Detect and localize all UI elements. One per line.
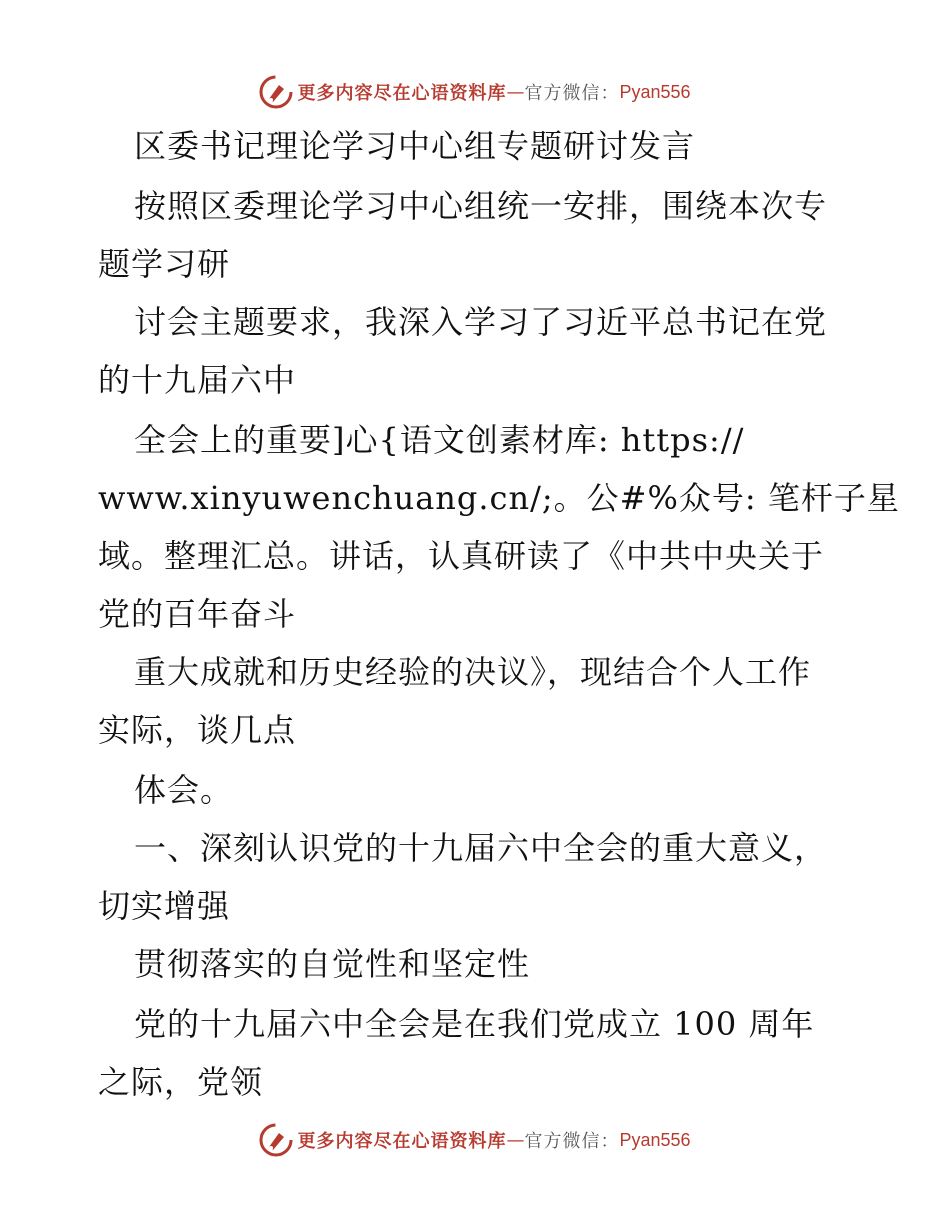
watermark-wechat-id: Pyan556 [619, 81, 691, 102]
watermark-brand: 更多内容尽在心语资料库 [297, 1131, 507, 1152]
watermark-header [0, 72, 950, 112]
text-line: 域。整理汇总。讲话，认真研读了《中共中央关于 [98, 537, 825, 575]
document-title: 区委书记理论学习中心组专题研讨发言 [134, 127, 696, 165]
section-heading-cont: 切实增强 [98, 887, 231, 925]
watermark-wechat-label: 官方微信： [524, 1131, 620, 1152]
watermark-wechat-label: 官方微信： [524, 83, 620, 104]
text-line: www.xinyuwenchuang.cn/;。公#%众号: 笔杆子星 [98, 479, 900, 517]
watermark-brand: 更多内容尽在心语资料库 [297, 83, 507, 104]
section-heading-cont: 贯彻落实的自觉性和坚定性 [134, 945, 531, 983]
section-heading: 一、深刻认识党的十九届六中全会的重大意义， [134, 829, 828, 867]
pen-nib-logo-icon [259, 1123, 293, 1157]
text-line: 实际，谈几点 [98, 711, 297, 749]
text-line: 按照区委理论学习中心组统一安排，围绕本次专 [134, 187, 828, 225]
text-line: 讨会主题要求，我深入学习了习近平总书记在党 [134, 303, 828, 341]
text-line: 题学习研 [98, 245, 231, 283]
text-line: 体会。 [134, 771, 234, 809]
pen-nib-logo-icon [259, 75, 293, 109]
text-line: 党的十九届六中全会是在我们党成立 100 周年 [134, 1005, 815, 1043]
watermark-wechat-id: Pyan556 [619, 1129, 691, 1150]
text-line: 的十九届六中 [98, 361, 297, 399]
watermark-footer [0, 1120, 950, 1160]
text-line: 重大成就和历史经验的决议》，现结合个人工作 [134, 653, 812, 691]
text-line: 全会上的重要]心{语文创素材库: https:// [134, 421, 745, 459]
watermark-dash: — [506, 1129, 525, 1151]
text-line: 之际，党领 [98, 1063, 264, 1101]
watermark-dash: — [506, 81, 525, 103]
text-line: 党的百年奋斗 [98, 595, 297, 633]
